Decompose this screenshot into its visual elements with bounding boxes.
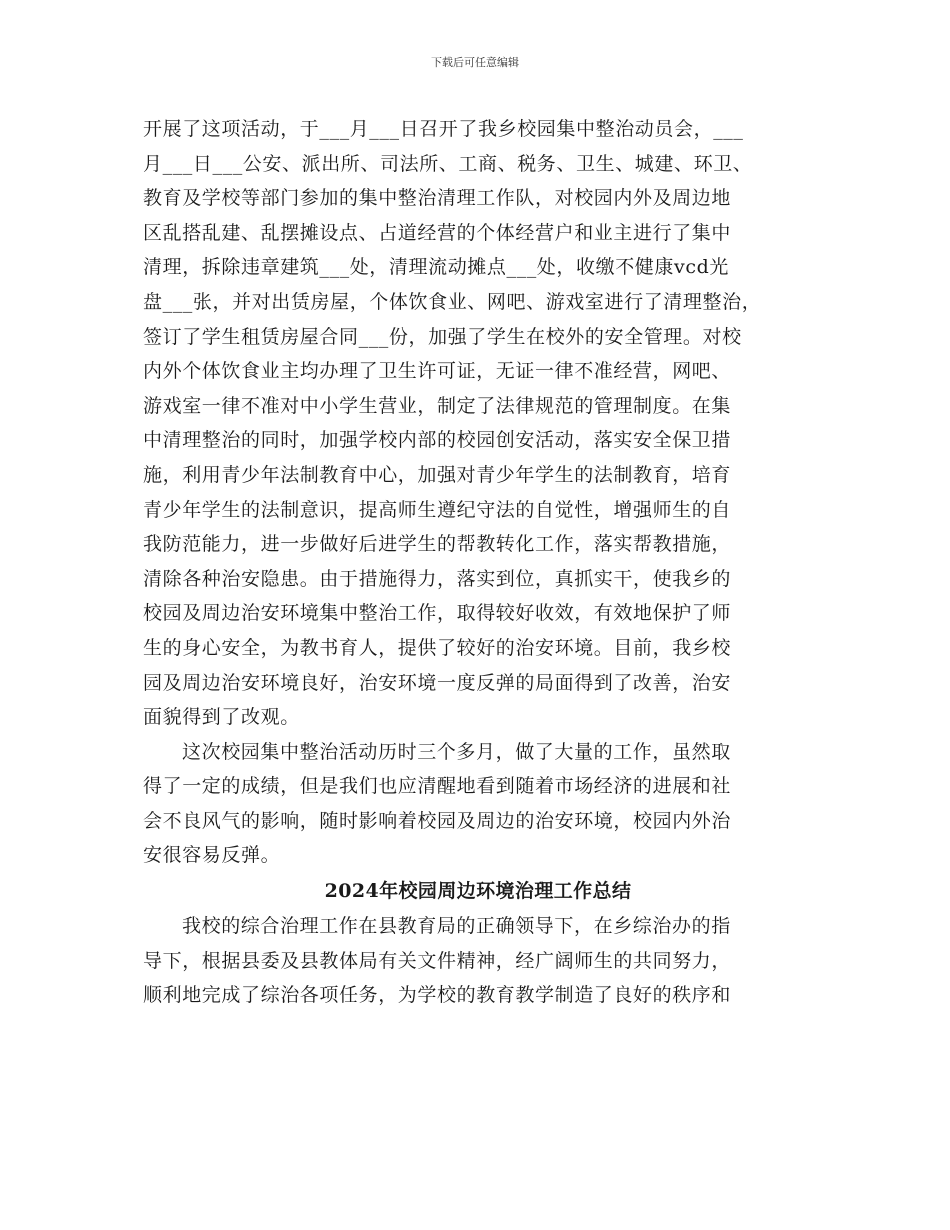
paragraph-line: 园及周边治安环境良好，治安环境一度反弹的局面得到了改善，治安 (143, 671, 732, 694)
paragraph-line: 盘___张，并对出赁房屋，个体饮食业、网吧、游戏室进行了清理整治， (143, 290, 762, 313)
paragraph-line: 施，利用青少年法制教育中心，加强对青少年学生的法制教育，培育 (143, 463, 732, 486)
paragraph-line: 游戏室一律不准对中小学生营业，制定了法律规范的管理制度。在集 (143, 394, 732, 417)
paragraph-line: 教育及学校等部门参加的集中整治清理工作队，对校园内外及周边地 (143, 187, 732, 210)
paragraph-2 (143, 735, 813, 873)
paragraph-line: 顺利地完成了综治各项任务，为学校的教育教学制造了良好的秩序和 (143, 984, 732, 1007)
paragraph-line: 面貌得到了改观。 (143, 706, 300, 729)
paragraph-line: 校园及周边治安环境集中整治工作，取得较好收效，有效地保护了师 (143, 602, 732, 625)
paragraph-1 (143, 112, 813, 735)
paragraph-line: 安很容易反弹。 (143, 844, 281, 867)
paragraph-line: 内外个体饮食业主均办理了卫生许可证，无证一律不准经营，网吧、 (143, 360, 732, 383)
paragraph-line: 导下，根据县委及县教体局有关文件精神，经广阔师生的共同努力， (143, 949, 732, 972)
paragraph-line: 青少年学生的法制意识，提高师生遵纪守法的自觉性，增强师生的自 (143, 498, 732, 521)
document-body (143, 112, 813, 1013)
paragraph-line: 区乱搭乱建、乱摆摊设点、占道经营的个体经营户和业主进行了集中 (143, 221, 732, 244)
paragraph-line: 我防范能力，进一步做好后进学生的帮教转化工作，落实帮教措施， (143, 533, 732, 556)
paragraph-line: 会不良风气的影响，随时影响着校园及周边的治安环境，校园内外治 (143, 809, 732, 832)
paragraph-line: 签订了学生租赁房屋合同___份，加强了学生在校外的安全管理。对校 (143, 325, 742, 348)
paragraph-line: 月___日___公安、派出所、司法所、工商、税务、卫生、城建、环卫、 (143, 152, 753, 175)
paragraph-line: 生的身心安全，为教书育人，提供了较好的治安环境。目前，我乡校 (143, 636, 732, 659)
paragraph-line: 我校的综合治理工作在县教育局的正确领导下，在乡综治办的指 (182, 915, 731, 938)
paragraph-line: 开展了这项活动，于___月___日召开了我乡校园集中整治动员会，___ (143, 118, 744, 140)
page-header: 下载后可任意编辑 (431, 56, 519, 69)
paragraph-line: 中清理整治的同时，加强学校内部的校园创安活动，落实安全保卫措 (143, 429, 732, 452)
paragraph-line: 这次校园集中整治活动历时三个多月，做了大量的工作，虽然取 (182, 740, 731, 763)
paragraph-line: 清理，拆除违章建筑___处，清理流动摊点___处，收缴不健康vcd光 (143, 256, 729, 279)
paragraph-3 (143, 909, 813, 1013)
paragraph-line: 得了一定的成绩，但是我们也应清醒地看到随着市场经济的进展和社 (143, 775, 732, 798)
section-title: 2024年校园周边环境治理工作总结 (324, 880, 632, 903)
paragraph-line: 清除各种治安隐患。由于措施得力，落实到位，真抓实干，使我乡的 (143, 567, 732, 590)
